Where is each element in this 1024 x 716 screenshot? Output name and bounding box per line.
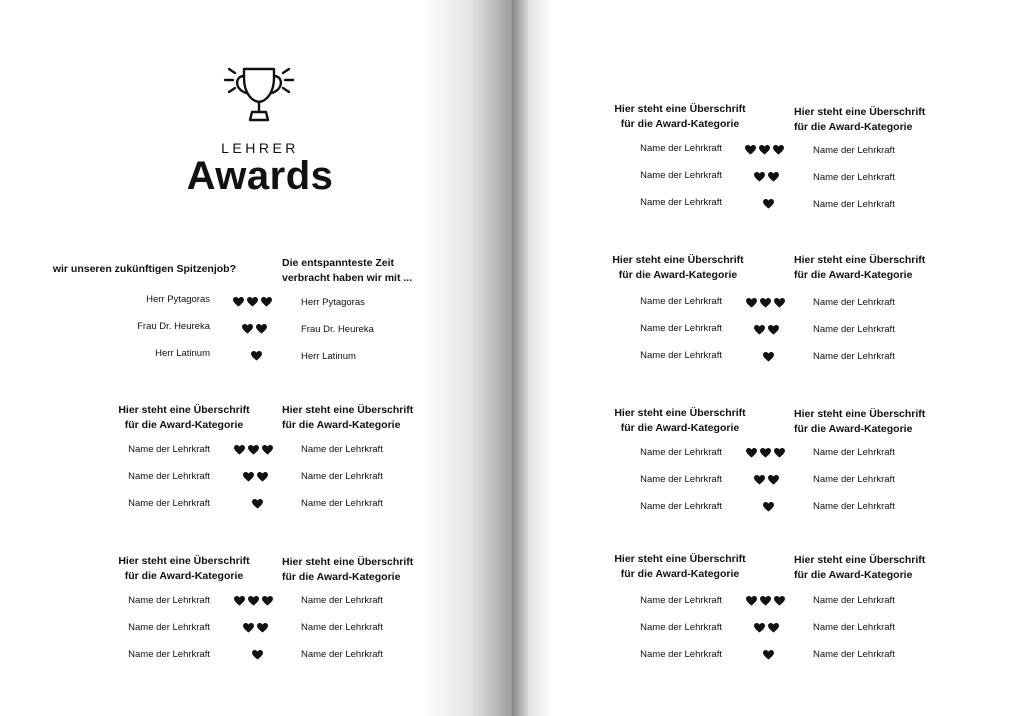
teacher-name-right: Name der Lehrkraft xyxy=(813,474,895,485)
teacher-name-right: Name der Lehrkraft xyxy=(301,622,383,633)
teacher-name-right: Name der Lehrkraft xyxy=(813,622,895,633)
award-heading-right: Hier steht eine Überschrift für die Award-Kategorie xyxy=(794,106,926,133)
award-heading-right: Hier steht eine Überschrift für die Award-Kategorie xyxy=(282,556,414,583)
heart-icon xyxy=(257,472,268,482)
hearts-rating xyxy=(243,623,268,633)
heart-icon xyxy=(760,596,771,606)
hearts-rating xyxy=(234,445,273,455)
heart-icon xyxy=(234,445,245,455)
teacher-name-right: Name der Lehrkraft xyxy=(301,498,383,509)
teacher-name-right: Name der Lehrkraft xyxy=(813,501,895,512)
heart-icon xyxy=(243,623,254,633)
heart-icon xyxy=(243,472,254,482)
teacher-name-left: Name der Lehrkraft xyxy=(640,143,722,154)
heart-icon xyxy=(251,351,262,361)
hearts-rating xyxy=(763,650,774,660)
teacher-name-left: Name der Lehrkraft xyxy=(640,350,722,361)
heart-icon xyxy=(247,297,258,307)
award-heading-right: Hier steht eine Überschrift für die Award-Kategorie xyxy=(794,554,926,581)
hearts-rating xyxy=(252,650,263,660)
hearts-rating xyxy=(763,199,774,209)
heart-icon xyxy=(754,325,765,335)
teacher-name-left: Name der Lehrkraft xyxy=(128,444,210,455)
heart-icon xyxy=(754,172,765,182)
heart-icon xyxy=(763,502,774,512)
teacher-name-right: Name der Lehrkraft xyxy=(813,172,895,183)
heart-icon xyxy=(257,623,268,633)
hearts-rating xyxy=(746,596,785,606)
gutter-shadow-left xyxy=(422,0,512,716)
heart-icon xyxy=(759,145,770,155)
heart-icon xyxy=(763,650,774,660)
heart-icon xyxy=(754,475,765,485)
heart-icon xyxy=(745,145,756,155)
teacher-name-left: Name der Lehrkraft xyxy=(640,296,722,307)
hearts-rating xyxy=(754,172,779,182)
teacher-name-left: Name der Lehrkraft xyxy=(640,595,722,606)
teacher-name-right: Name der Lehrkraft xyxy=(301,444,383,455)
award-heading-left: Hier steht eine Überschrift für die Award-Kategorie xyxy=(614,103,746,130)
heart-icon xyxy=(768,475,779,485)
teacher-name-left: Herr Pytagoras xyxy=(146,294,210,305)
award-heading-left: Hier steht eine Überschrift für die Award-Kategorie xyxy=(614,407,746,434)
teacher-name-left: Name der Lehrkraft xyxy=(640,649,722,660)
heart-icon xyxy=(262,445,273,455)
teacher-name-right: Name der Lehrkraft xyxy=(301,649,383,660)
teacher-name-left: Name der Lehrkraft xyxy=(640,501,722,512)
teacher-name-left: Name der Lehrkraft xyxy=(640,170,722,181)
heart-icon xyxy=(768,623,779,633)
heart-icon xyxy=(233,297,244,307)
teacher-name-left: Name der Lehrkraft xyxy=(640,197,722,208)
teacher-name-right: Name der Lehrkraft xyxy=(813,595,895,606)
teacher-name-right: Name der Lehrkraft xyxy=(813,351,895,362)
hearts-rating xyxy=(746,448,785,458)
award-heading-left: Hier steht eine Überschrift für die Award-Kategorie xyxy=(612,254,744,281)
heart-icon xyxy=(261,297,272,307)
teacher-name-right: Name der Lehrkraft xyxy=(301,471,383,482)
heart-icon xyxy=(746,596,757,606)
teacher-name-right: Name der Lehrkraft xyxy=(813,297,895,308)
heart-icon xyxy=(252,499,263,509)
teacher-name-left: Name der Lehrkraft xyxy=(128,498,210,509)
heart-icon xyxy=(763,199,774,209)
page-subtitle: LEHRER xyxy=(221,140,299,156)
teacher-name-right: Name der Lehrkraft xyxy=(813,199,895,210)
heart-icon xyxy=(252,650,263,660)
teacher-name-right: Frau Dr. Heureka xyxy=(301,324,374,335)
heart-icon xyxy=(760,448,771,458)
teacher-name-left: Name der Lehrkraft xyxy=(128,622,210,633)
heart-icon xyxy=(774,448,785,458)
teacher-name-left: Name der Lehrkraft xyxy=(128,471,210,482)
award-heading-left: Hier steht eine Überschrift für die Award-Kategorie xyxy=(118,404,250,431)
trophy-icon xyxy=(222,64,296,126)
award-heading-left: Hier steht eine Überschrift für die Award-Kategorie xyxy=(614,553,746,580)
hearts-rating xyxy=(234,596,273,606)
hearts-rating xyxy=(252,499,263,509)
teacher-name-left: Name der Lehrkraft xyxy=(640,323,722,334)
heart-icon xyxy=(234,596,245,606)
teacher-name-right: Herr Latinum xyxy=(301,351,356,362)
teacher-name-left: Name der Lehrkraft xyxy=(640,447,722,458)
teacher-name-right: Name der Lehrkraft xyxy=(813,145,895,156)
teacher-name-left: Herr Latinum xyxy=(155,348,210,359)
hearts-rating xyxy=(251,351,262,361)
hearts-rating xyxy=(754,325,779,335)
heart-icon xyxy=(262,596,273,606)
gutter-shadow-right xyxy=(512,0,552,716)
heart-icon xyxy=(248,445,259,455)
heart-icon xyxy=(746,448,757,458)
teacher-name-right: Name der Lehrkraft xyxy=(813,649,895,660)
teacher-name-left: Name der Lehrkraft xyxy=(640,474,722,485)
teacher-name-left: Frau Dr. Heureka xyxy=(137,321,210,332)
hearts-rating xyxy=(745,145,784,155)
page-title: Awards xyxy=(186,154,334,198)
teacher-name-right: Herr Pytagoras xyxy=(301,297,365,308)
award-heading-right: Hier steht eine Überschrift für die Award-Kategorie xyxy=(794,408,926,435)
teacher-name-left: Name der Lehrkraft xyxy=(128,595,210,606)
heart-icon xyxy=(754,623,765,633)
heart-icon xyxy=(760,298,771,308)
hearts-rating xyxy=(754,475,779,485)
heart-icon xyxy=(763,352,774,362)
heart-icon xyxy=(746,298,757,308)
award-heading-left: wir unseren zukünftigen Spitzenjob? xyxy=(52,263,236,275)
heart-icon xyxy=(773,145,784,155)
hearts-rating xyxy=(242,324,267,334)
heart-icon xyxy=(768,172,779,182)
award-heading-right: Die entspannteste Zeit verbracht haben wir mit ... xyxy=(282,257,413,284)
right-page xyxy=(512,0,1024,716)
teacher-name-left: Name der Lehrkraft xyxy=(128,649,210,660)
teacher-name-right: Name der Lehrkraft xyxy=(813,447,895,458)
heart-icon xyxy=(774,298,785,308)
heart-icon xyxy=(768,325,779,335)
heart-icon xyxy=(256,324,267,334)
award-heading-right: Hier steht eine Überschrift für die Award-Kategorie xyxy=(282,404,414,431)
teacher-name-left: Name der Lehrkraft xyxy=(640,622,722,633)
teacher-name-right: Name der Lehrkraft xyxy=(301,595,383,606)
hearts-rating xyxy=(233,297,272,307)
award-heading-right: Hier steht eine Überschrift für die Award-Kategorie xyxy=(794,254,926,281)
heart-icon xyxy=(248,596,259,606)
hearts-rating xyxy=(746,298,785,308)
heart-icon xyxy=(242,324,253,334)
award-heading-left: Hier steht eine Überschrift für die Award-Kategorie xyxy=(118,555,250,582)
teacher-name-right: Name der Lehrkraft xyxy=(813,324,895,335)
heart-icon xyxy=(774,596,785,606)
hearts-rating xyxy=(754,623,779,633)
hearts-rating xyxy=(763,352,774,362)
hearts-rating xyxy=(243,472,268,482)
hearts-rating xyxy=(763,502,774,512)
